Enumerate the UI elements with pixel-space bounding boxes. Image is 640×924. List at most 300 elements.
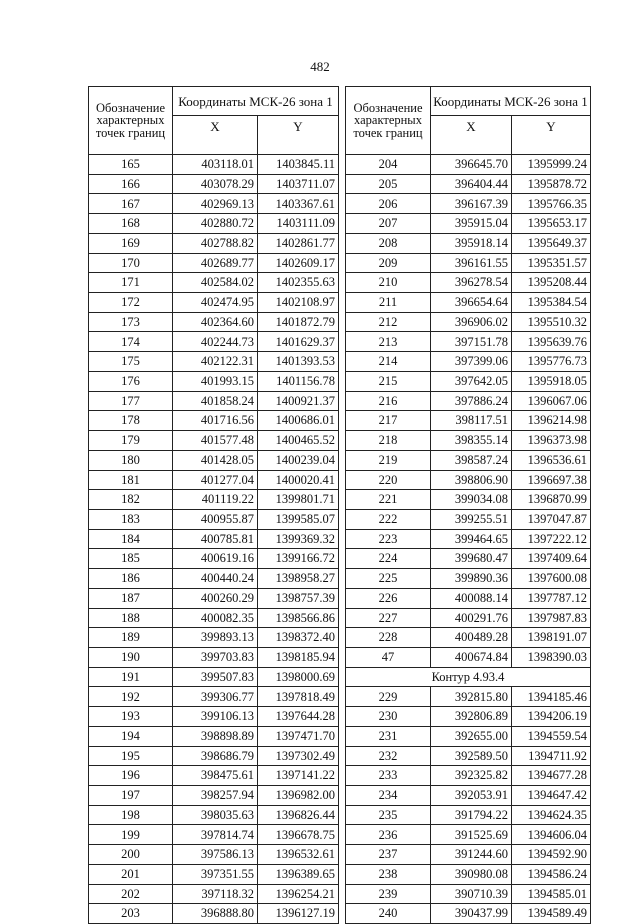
x-coordinate-cell: 399106.13 (173, 707, 258, 727)
table-row (89, 687, 339, 707)
y-coordinate-cell: 1394206.19 (512, 707, 591, 727)
y-coordinate-cell: 1398185.94 (258, 647, 339, 667)
point-id-cell: 211 (346, 293, 431, 313)
y-coordinate-cell: 1395208.44 (512, 273, 591, 293)
x-coordinate-cell: 398686.79 (173, 746, 258, 766)
table-row (346, 825, 591, 845)
coordinates-table-left (88, 86, 339, 924)
y-coordinate-cell: 1400239.04 (258, 450, 339, 470)
point-id-cell: 216 (346, 391, 431, 411)
point-id-cell: 232 (346, 746, 431, 766)
y-coordinate-cell: 1395776.73 (512, 352, 591, 372)
table-row (89, 766, 339, 786)
table-row (346, 845, 591, 865)
y-coordinate-cell: 1395384.54 (512, 293, 591, 313)
table-row (346, 312, 591, 332)
x-coordinate-cell: 399464.65 (431, 529, 512, 549)
point-id-cell: 179 (89, 431, 173, 451)
table-row (346, 628, 591, 648)
y-coordinate-cell: 1395878.72 (512, 174, 591, 194)
x-coordinate-cell: 392053.91 (431, 786, 512, 806)
y-coordinate-cell: 1395649.37 (512, 233, 591, 253)
y-coordinate-cell: 1396373.98 (512, 431, 591, 451)
point-id-cell: 168 (89, 214, 173, 234)
table-row (89, 805, 339, 825)
x-coordinate-cell: 396645.70 (431, 155, 512, 175)
table-row (89, 864, 339, 884)
y-coordinate-cell: 1396536.61 (512, 450, 591, 470)
point-id-cell: 213 (346, 332, 431, 352)
point-id-cell: 185 (89, 549, 173, 569)
point-id-cell: 193 (89, 707, 173, 727)
point-id-cell: 170 (89, 253, 173, 273)
x-coordinate-cell: 400440.24 (173, 569, 258, 589)
x-coordinate-cell: 396888.80 (173, 904, 258, 924)
table-row (89, 174, 339, 194)
y-coordinate-cell: 1394592.90 (512, 845, 591, 865)
x-coordinate-cell: 391794.22 (431, 805, 512, 825)
x-coordinate-cell: 403118.01 (173, 155, 258, 175)
point-id-cell: 194 (89, 726, 173, 746)
y-coordinate-cell: 1394559.54 (512, 726, 591, 746)
point-id-cell: 234 (346, 786, 431, 806)
table-row (89, 786, 339, 806)
x-coordinate-cell: 399680.47 (431, 549, 512, 569)
x-coordinate-cell: 402244.73 (173, 332, 258, 352)
point-id-cell: 186 (89, 569, 173, 589)
x-coordinate-cell: 396161.55 (431, 253, 512, 273)
x-coordinate-cell: 398355.14 (431, 431, 512, 451)
point-id-cell: 175 (89, 352, 173, 372)
y-coordinate-cell: 1394586.24 (512, 864, 591, 884)
table-row (89, 509, 339, 529)
table-row (89, 569, 339, 589)
point-id-cell: 236 (346, 825, 431, 845)
x-coordinate-cell: 399255.51 (431, 509, 512, 529)
x-coordinate-cell: 398035.63 (173, 805, 258, 825)
x-coordinate-cell: 392806.89 (431, 707, 512, 727)
point-id-cell: 230 (346, 707, 431, 727)
table-row (346, 352, 591, 372)
x-coordinate-cell: 397586.13 (173, 845, 258, 865)
point-id-cell: 221 (346, 490, 431, 510)
point-id-cell: 166 (89, 174, 173, 194)
table-row (346, 588, 591, 608)
y-coordinate-cell: 1403711.07 (258, 174, 339, 194)
point-id-cell: 180 (89, 450, 173, 470)
y-coordinate-cell: 1398191.07 (512, 628, 591, 648)
point-id-cell: 238 (346, 864, 431, 884)
point-id-cell: 167 (89, 194, 173, 214)
point-id-cell: 229 (346, 687, 431, 707)
table-row (89, 490, 339, 510)
table-row (89, 726, 339, 746)
y-coordinate-cell: 1397987.83 (512, 608, 591, 628)
table-row (89, 233, 339, 253)
y-coordinate-cell: 1396214.98 (512, 411, 591, 431)
x-coordinate-cell: 398898.89 (173, 726, 258, 746)
point-id-cell: 209 (346, 253, 431, 273)
table-row (346, 569, 591, 589)
x-coordinate-cell: 399034.08 (431, 490, 512, 510)
table-row (89, 746, 339, 766)
point-id-cell: 165 (89, 155, 173, 175)
y-coordinate-cell: 1400921.37 (258, 391, 339, 411)
table-row (346, 253, 591, 273)
x-coordinate-cell: 401716.56 (173, 411, 258, 431)
point-id-cell: 239 (346, 884, 431, 904)
y-coordinate-cell: 1400686.01 (258, 411, 339, 431)
y-coordinate-cell: 1399369.32 (258, 529, 339, 549)
y-coordinate-cell: 1399801.71 (258, 490, 339, 510)
point-id-cell: 200 (89, 845, 173, 865)
table-row (346, 766, 591, 786)
table-row (89, 470, 339, 490)
x-coordinate-cell: 402880.72 (173, 214, 258, 234)
table-row (346, 687, 591, 707)
x-coordinate-cell: 398587.24 (431, 450, 512, 470)
x-coordinate-cell: 398475.61 (173, 766, 258, 786)
y-coordinate-cell: 1398757.39 (258, 588, 339, 608)
point-id-cell: 196 (89, 766, 173, 786)
x-coordinate-cell: 401993.15 (173, 371, 258, 391)
point-id-cell: 176 (89, 371, 173, 391)
table-row (346, 707, 591, 727)
table-row (346, 904, 591, 924)
y-coordinate-cell: 1396697.38 (512, 470, 591, 490)
x-coordinate-cell: 400489.28 (431, 628, 512, 648)
x-coordinate-cell: 399890.36 (431, 569, 512, 589)
y-coordinate-cell: 1395510.32 (512, 312, 591, 332)
table-row (89, 411, 339, 431)
x-coordinate-cell: 390437.99 (431, 904, 512, 924)
point-id-cell: 217 (346, 411, 431, 431)
y-coordinate-cell: 1394585.01 (512, 884, 591, 904)
point-id-cell: 188 (89, 608, 173, 628)
y-coordinate-cell: 1395999.24 (512, 155, 591, 175)
x-coordinate-cell: 399507.83 (173, 667, 258, 687)
table-row (89, 707, 339, 727)
point-id-cell: 214 (346, 352, 431, 372)
x-coordinate-cell: 400291.76 (431, 608, 512, 628)
table-row (89, 273, 339, 293)
y-coordinate-cell: 1396254.21 (258, 884, 339, 904)
x-coordinate-cell: 401428.05 (173, 450, 258, 470)
y-coordinate-cell: 1394606.04 (512, 825, 591, 845)
point-id-cell: 205 (346, 174, 431, 194)
y-coordinate-cell: 1397222.12 (512, 529, 591, 549)
y-coordinate-cell: 1399166.72 (258, 549, 339, 569)
table-row (89, 253, 339, 273)
table-row (346, 726, 591, 746)
point-id-cell: 223 (346, 529, 431, 549)
x-coordinate-cell: 398806.90 (431, 470, 512, 490)
table-row (346, 273, 591, 293)
point-id-cell: 177 (89, 391, 173, 411)
x-coordinate-cell: 395915.04 (431, 214, 512, 234)
x-coordinate-cell: 401277.04 (173, 470, 258, 490)
x-coordinate-cell: 390710.39 (431, 884, 512, 904)
y-coordinate-cell: 1394711.92 (512, 746, 591, 766)
table-row (346, 332, 591, 352)
x-coordinate-cell: 399703.83 (173, 647, 258, 667)
table-row (346, 194, 591, 214)
point-id-cell: 187 (89, 588, 173, 608)
point-id-cell: 178 (89, 411, 173, 431)
point-id-cell: 204 (346, 155, 431, 175)
y-coordinate-cell: 1400465.52 (258, 431, 339, 451)
x-coordinate-cell: 392655.00 (431, 726, 512, 746)
x-coordinate-cell: 395918.14 (431, 233, 512, 253)
x-coordinate-cell: 403078.29 (173, 174, 258, 194)
table-row (346, 884, 591, 904)
y-coordinate-cell: 1394647.42 (512, 786, 591, 806)
x-coordinate-cell: 402364.60 (173, 312, 258, 332)
y-coordinate-cell: 1396067.06 (512, 391, 591, 411)
y-coordinate-cell: 1400020.41 (258, 470, 339, 490)
table-row (89, 155, 339, 175)
table-row (89, 431, 339, 451)
y-coordinate-cell: 1401629.37 (258, 332, 339, 352)
y-coordinate-cell: 1401156.78 (258, 371, 339, 391)
x-coordinate-cell: 400955.87 (173, 509, 258, 529)
table-row (346, 864, 591, 884)
point-id-cell: 225 (346, 569, 431, 589)
point-id-cell: 184 (89, 529, 173, 549)
y-coordinate-cell: 1394624.35 (512, 805, 591, 825)
y-coordinate-cell: 1402355.63 (258, 273, 339, 293)
table-row (346, 529, 591, 549)
point-id-cell: 198 (89, 805, 173, 825)
y-coordinate-cell: 1397818.49 (258, 687, 339, 707)
table-row (89, 194, 339, 214)
y-coordinate-cell: 1398372.40 (258, 628, 339, 648)
x-coordinate-cell: 400088.14 (431, 588, 512, 608)
y-coordinate-cell: 1397600.08 (512, 569, 591, 589)
point-id-cell: 206 (346, 194, 431, 214)
y-coordinate-cell: 1395766.35 (512, 194, 591, 214)
x-coordinate-cell: 402689.77 (173, 253, 258, 273)
point-id-cell: 224 (346, 549, 431, 569)
x-coordinate-cell: 396654.64 (431, 293, 512, 313)
y-coordinate-cell: 1401872.79 (258, 312, 339, 332)
y-coordinate-cell: 1396678.75 (258, 825, 339, 845)
y-coordinate-cell: 1396389.65 (258, 864, 339, 884)
point-id-cell: 181 (89, 470, 173, 490)
y-coordinate-cell: 1397047.87 (512, 509, 591, 529)
x-coordinate-cell: 400619.16 (173, 549, 258, 569)
x-coordinate-cell: 399893.13 (173, 628, 258, 648)
point-id-cell: 182 (89, 490, 173, 510)
table-row (89, 450, 339, 470)
y-coordinate-cell: 1398390.03 (512, 647, 591, 667)
coordinates-header: Координаты МСК-26 зона 1 (431, 87, 591, 116)
y-coordinate-cell: 1402609.17 (258, 253, 339, 273)
x-coordinate-cell: 390980.08 (431, 864, 512, 884)
y-coordinate-cell: 1397644.28 (258, 707, 339, 727)
x-coordinate-cell: 396404.44 (431, 174, 512, 194)
table-row (346, 470, 591, 490)
x-coordinate-cell: 401577.48 (173, 431, 258, 451)
point-id-cell: 219 (346, 450, 431, 470)
x-coordinate-cell: 398117.51 (431, 411, 512, 431)
x-coordinate-cell: 400082.35 (173, 608, 258, 628)
table-row (89, 214, 339, 234)
table-row (346, 549, 591, 569)
y-coordinate-cell: 1394185.46 (512, 687, 591, 707)
point-id-cell: 174 (89, 332, 173, 352)
point-id-cell: 199 (89, 825, 173, 845)
x-coordinate-cell: 391244.60 (431, 845, 512, 865)
point-id-cell: 227 (346, 608, 431, 628)
x-coordinate-cell: 402584.02 (173, 273, 258, 293)
x-coordinate-cell: 396906.02 (431, 312, 512, 332)
table-row (89, 904, 339, 924)
point-id-cell: 173 (89, 312, 173, 332)
contour-section-label: Контур 4.93.4 (346, 667, 591, 687)
point-id-cell: 190 (89, 647, 173, 667)
point-id-cell: 231 (346, 726, 431, 746)
point-id-cell: 203 (89, 904, 173, 924)
x-coordinate-cell: 400785.81 (173, 529, 258, 549)
x-coordinate-cell: 400260.29 (173, 588, 258, 608)
y-coordinate-cell: 1403845.11 (258, 155, 339, 175)
table-row (89, 667, 339, 687)
point-id-cell: 192 (89, 687, 173, 707)
point-id-cell: 228 (346, 628, 431, 648)
table-row (346, 608, 591, 628)
point-id-cell: 171 (89, 273, 173, 293)
x-coordinate-cell: 397351.55 (173, 864, 258, 884)
y-coordinate-cell: 1396870.99 (512, 490, 591, 510)
x-column-header: X (431, 116, 512, 155)
table-row (89, 588, 339, 608)
y-coordinate-cell: 1402861.77 (258, 233, 339, 253)
y-coordinate-cell: 1397302.49 (258, 746, 339, 766)
x-coordinate-cell: 396167.39 (431, 194, 512, 214)
table-row (89, 884, 339, 904)
table-row (89, 825, 339, 845)
y-coordinate-cell: 1396532.61 (258, 845, 339, 865)
table-row (89, 332, 339, 352)
point-id-cell: 202 (89, 884, 173, 904)
y-coordinate-cell: 1396127.19 (258, 904, 339, 924)
y-coordinate-cell: 1394589.49 (512, 904, 591, 924)
point-id-cell: 218 (346, 431, 431, 451)
table-row (346, 450, 591, 470)
x-coordinate-cell: 402788.82 (173, 233, 258, 253)
point-id-cell: 237 (346, 845, 431, 865)
table-row (346, 746, 591, 766)
x-coordinate-cell: 398257.94 (173, 786, 258, 806)
point-id-cell: 235 (346, 805, 431, 825)
y-coordinate-cell: 1398566.86 (258, 608, 339, 628)
x-coordinate-cell: 397118.32 (173, 884, 258, 904)
x-coordinate-cell: 402969.13 (173, 194, 258, 214)
table-row (89, 549, 339, 569)
point-id-cell: 222 (346, 509, 431, 529)
x-coordinate-cell: 399306.77 (173, 687, 258, 707)
x-coordinate-cell: 397886.24 (431, 391, 512, 411)
coordinates-header: Координаты МСК-26 зона 1 (173, 87, 339, 116)
x-coordinate-cell: 397151.78 (431, 332, 512, 352)
point-id-cell: 208 (346, 233, 431, 253)
table-row (89, 352, 339, 372)
table-row (346, 155, 591, 175)
table-row (89, 647, 339, 667)
y-coordinate-cell: 1397141.22 (258, 766, 339, 786)
table-row (89, 529, 339, 549)
table-row (89, 391, 339, 411)
point-id-cell: 195 (89, 746, 173, 766)
y-coordinate-cell: 1395639.76 (512, 332, 591, 352)
point-id-cell: 183 (89, 509, 173, 529)
y-coordinate-cell: 1396982.00 (258, 786, 339, 806)
table-row (346, 411, 591, 431)
point-id-cell: 240 (346, 904, 431, 924)
point-id-cell: 189 (89, 628, 173, 648)
y-coordinate-cell: 1397409.64 (512, 549, 591, 569)
table-row (346, 805, 591, 825)
table-row (346, 293, 591, 313)
x-coordinate-cell: 392589.50 (431, 746, 512, 766)
x-coordinate-cell: 401119.22 (173, 490, 258, 510)
y-coordinate-cell: 1395653.17 (512, 214, 591, 234)
y-coordinate-cell: 1399585.07 (258, 509, 339, 529)
x-coordinate-cell: 396278.54 (431, 273, 512, 293)
point-id-cell: 215 (346, 371, 431, 391)
y-coordinate-cell: 1403111.09 (258, 214, 339, 234)
table-row (346, 509, 591, 529)
x-coordinate-cell: 401858.24 (173, 391, 258, 411)
x-coordinate-cell: 392325.82 (431, 766, 512, 786)
y-coordinate-cell: 1395918.05 (512, 371, 591, 391)
coordinates-table-right (345, 86, 591, 924)
y-coordinate-cell: 1396826.44 (258, 805, 339, 825)
table-row (89, 628, 339, 648)
point-id-cell: 197 (89, 786, 173, 806)
page-number: 482 (310, 59, 330, 74)
y-column-header: Y (258, 116, 339, 155)
y-coordinate-cell: 1401393.53 (258, 352, 339, 372)
table-row (89, 845, 339, 865)
table-row (89, 312, 339, 332)
point-id-cell: 233 (346, 766, 431, 786)
section-row (346, 667, 591, 687)
table-row (346, 371, 591, 391)
table-row (346, 490, 591, 510)
point-id-cell: 207 (346, 214, 431, 234)
x-coordinate-cell: 391525.69 (431, 825, 512, 845)
point-designation-header: Обозначение характерных точек границ (89, 87, 173, 155)
table-row (346, 786, 591, 806)
x-column-header: X (173, 116, 258, 155)
table-row (346, 431, 591, 451)
table-row (89, 608, 339, 628)
x-coordinate-cell: 400674.84 (431, 647, 512, 667)
x-coordinate-cell: 397399.06 (431, 352, 512, 372)
table-row (346, 391, 591, 411)
y-coordinate-cell: 1398000.69 (258, 667, 339, 687)
point-id-cell: 210 (346, 273, 431, 293)
y-coordinate-cell: 1403367.61 (258, 194, 339, 214)
point-id-cell: 47 (346, 647, 431, 667)
x-coordinate-cell: 397642.05 (431, 371, 512, 391)
point-id-cell: 201 (89, 864, 173, 884)
y-coordinate-cell: 1397471.70 (258, 726, 339, 746)
table-row (89, 371, 339, 391)
y-coordinate-cell: 1394677.28 (512, 766, 591, 786)
